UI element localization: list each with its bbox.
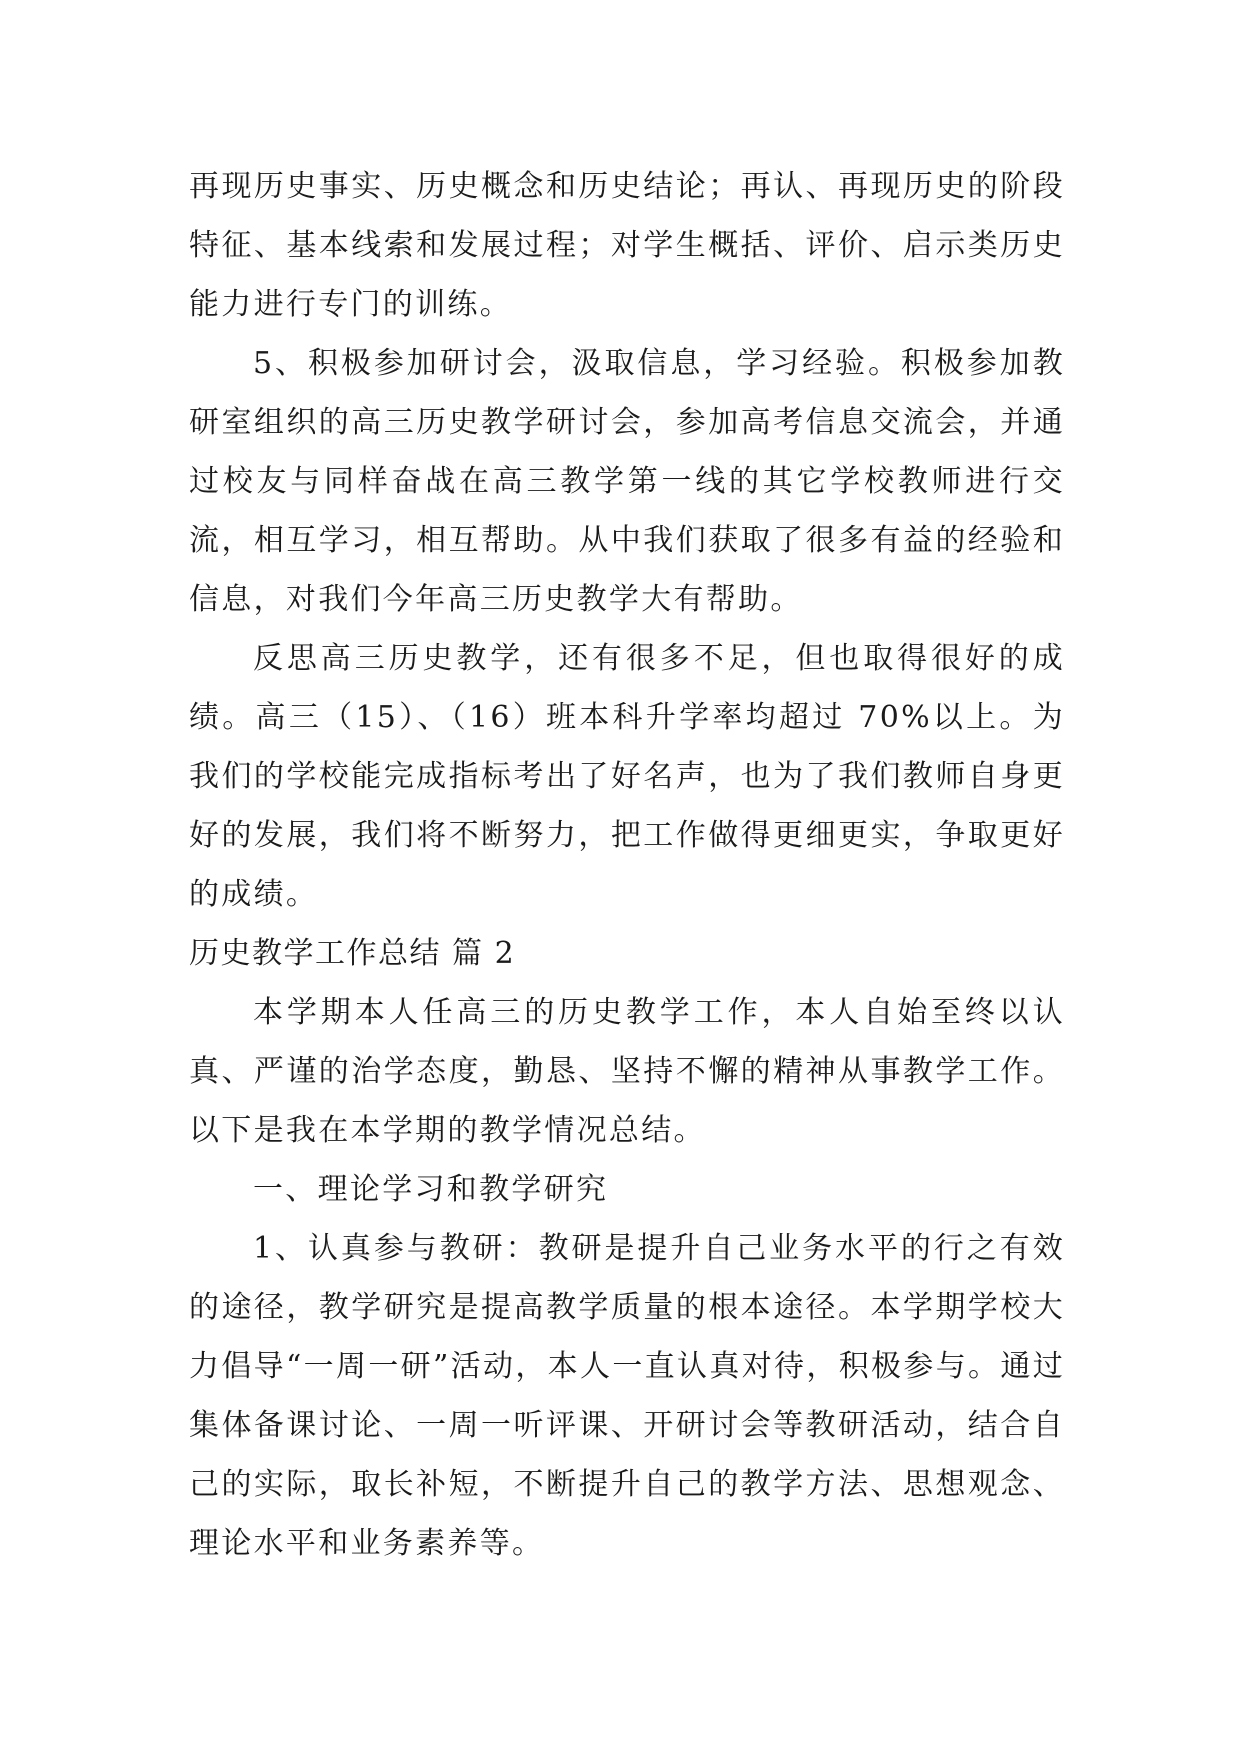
paragraph-continuation: 再现历史事实、历史概念和历史结论；再认、再现历史的阶段特征、基本线索和发展过程；对学生概括、评价、启示类历史能力进行专门的训练。 — [189, 169, 1065, 322]
paragraph-intro: 本学期本人任高三的历史教学工作，本人自始至终以认真、严谨的治学态度，勤恳、坚持不懈的精神从事教学工作。以下是我在本学期的教学情况总结。 — [189, 995, 1065, 1148]
paragraph-item-1: 1、认真参与教研：教研是提升自己业务水平的行之有效的途径，教学研究是提高教学质量的根本途径。本学期学校大力倡导“一周一研”活动，本人一直认真对待，积极参与。通过集体备课讨论、一周一听评课、开研讨会等教研活动，结合自己的实际，取长补短，不断提升自己的教学方法、思想观念、理论水平和业务素养等。 — [189, 1231, 1065, 1561]
paragraph-item-5: 5、积极参加研讨会，汲取信息，学习经验。积极参加教研室组织的高三历史教学研讨会，参加高考信息交流会，并通过校友与同样奋战在高三教学第一线的其它学校教师进行交流，相互学习，相互帮助。从中我们获取了很多有益的经验和信息，对我们今年高三历史教学大有帮助。 — [189, 346, 1065, 617]
section-heading: 历史教学工作总结 篇 2 — [189, 936, 516, 971]
paragraph-reflection: 反思高三历史教学，还有很多不足，但也取得很好的成绩。高三（15）、（16）班本科升学率均超过 70%以上。为我们的学校能完成指标考出了好名声，也为了我们教师自身更好的发展，我们将不断努力，把工作做得更细更实，争取更好的成绩。 — [189, 641, 1065, 912]
subheading-theory: 一、理论学习和教学研究 — [253, 1172, 609, 1207]
document-body — [189, 157, 1065, 1573]
